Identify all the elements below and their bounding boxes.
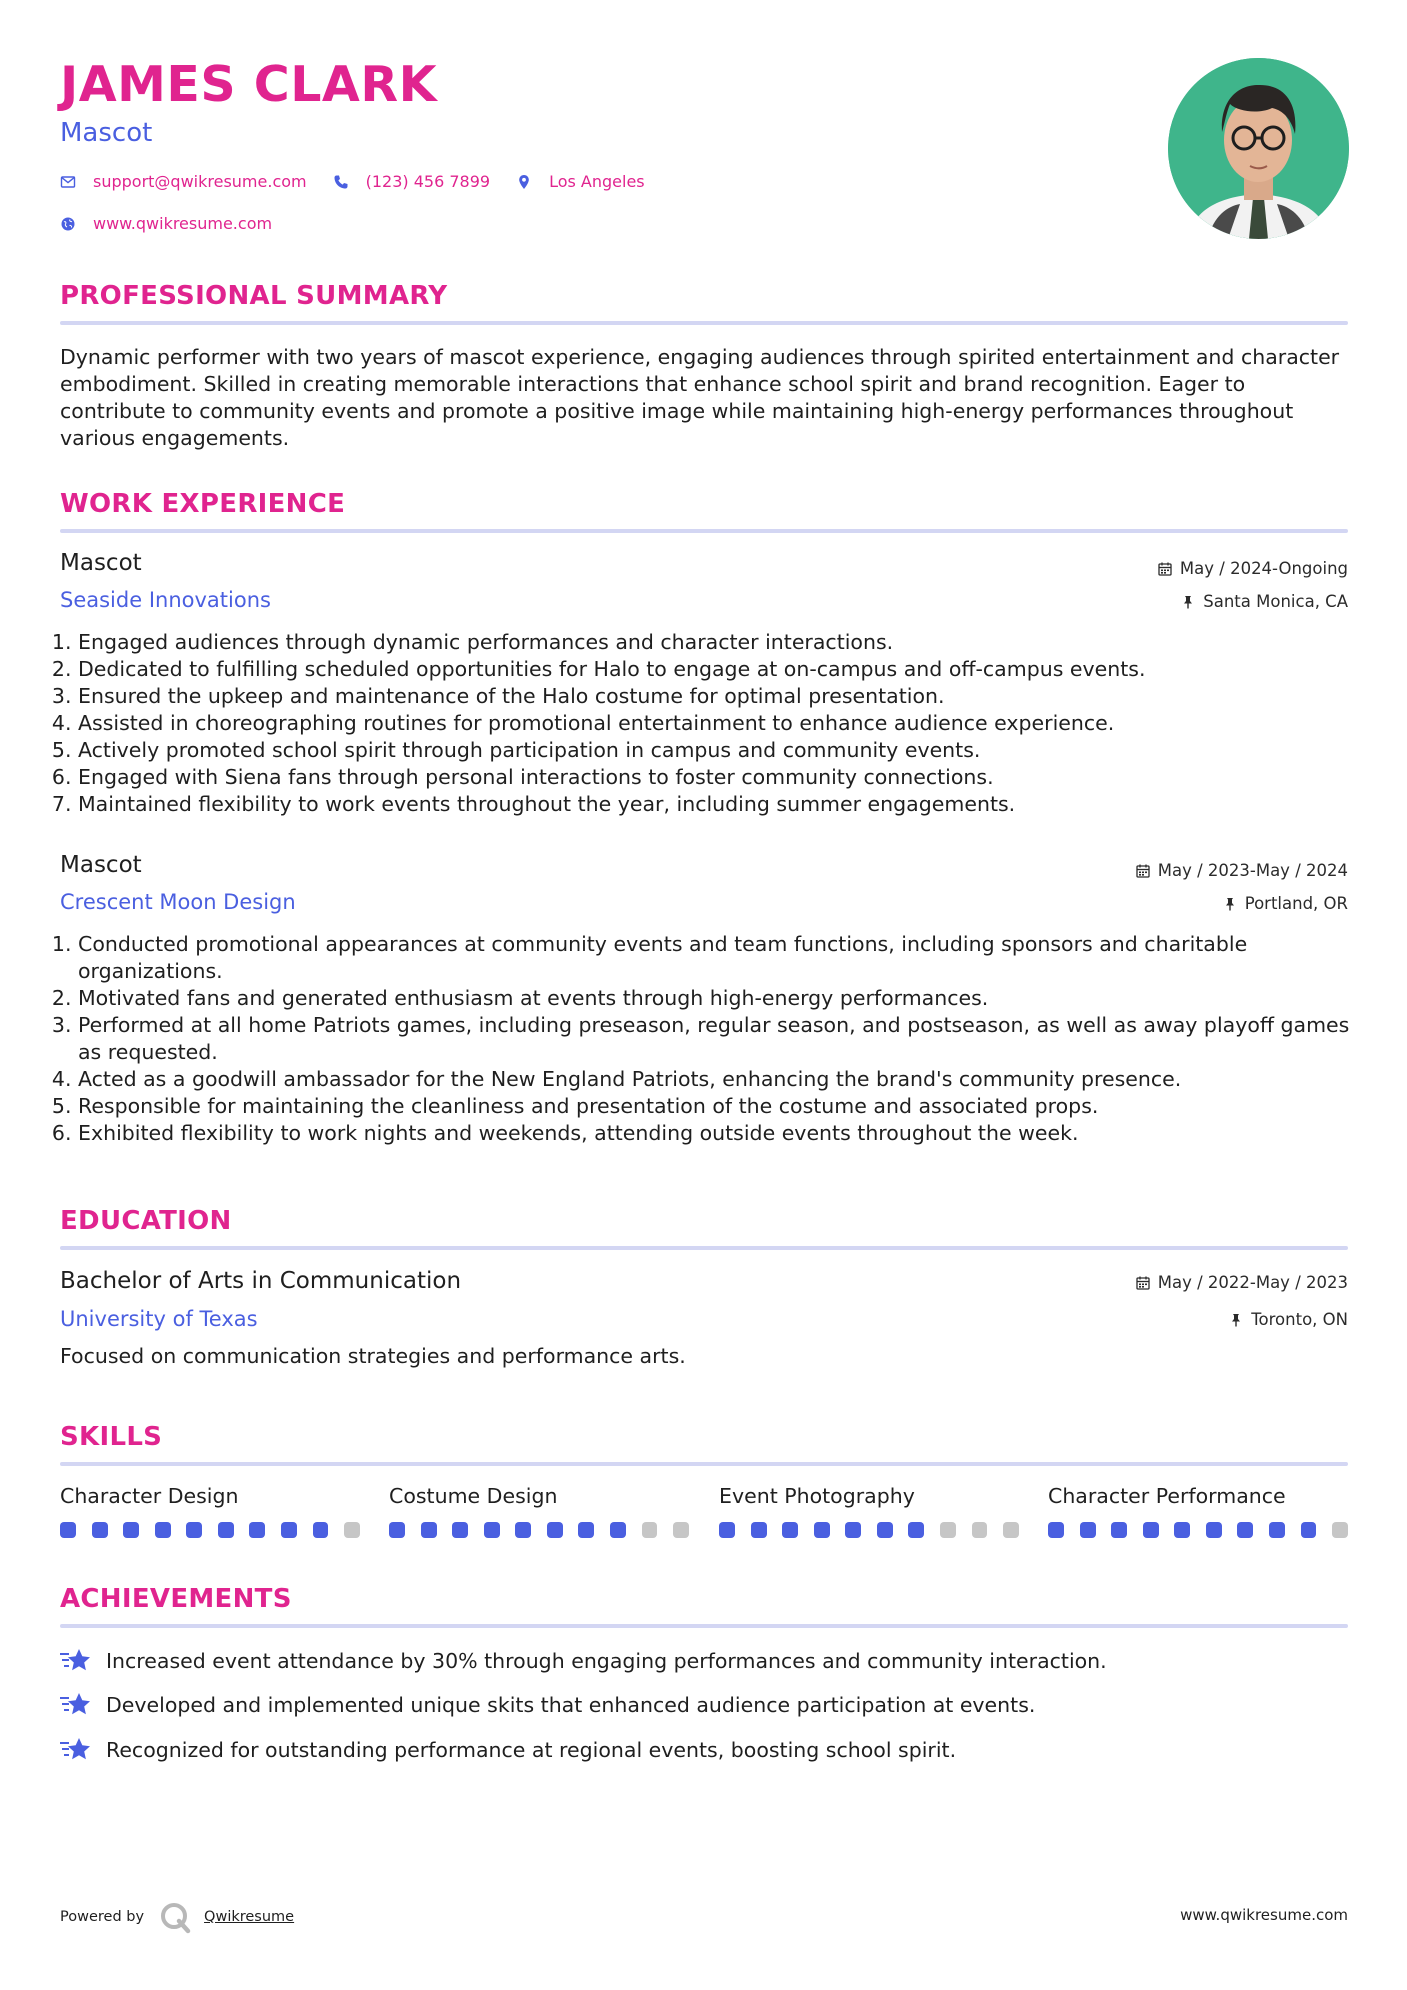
portrait-image xyxy=(1168,58,1349,239)
job-2-company: Crescent Moon Design xyxy=(60,890,296,914)
candidate-title: Mascot xyxy=(60,118,153,148)
skill-dot-filled xyxy=(155,1522,171,1538)
skill-dot-empty xyxy=(1003,1522,1019,1538)
job-1-company: Seaside Innovations xyxy=(60,588,271,612)
skill-dot-filled xyxy=(1048,1522,1064,1538)
skill-dot-filled xyxy=(60,1522,76,1538)
skill-dot-filled xyxy=(281,1522,297,1538)
contact-website-text[interactable]: www.qwikresume.com xyxy=(93,214,273,233)
skill-dot-filled xyxy=(610,1522,626,1538)
skill-character-design xyxy=(60,1484,360,1538)
job-1-dates-text: May / 2024-Ongoing xyxy=(1179,559,1348,578)
achievements-divider xyxy=(60,1624,1348,1628)
shooting-star-icon xyxy=(60,1647,92,1675)
contact-row-secondary xyxy=(60,214,298,233)
job-2-title: Mascot xyxy=(60,852,142,878)
skill-name: Costume Design xyxy=(389,1484,558,1508)
shooting-star-icon xyxy=(60,1736,92,1764)
map-pin-icon xyxy=(516,174,532,190)
skill-dot-filled xyxy=(1269,1522,1285,1538)
skill-dot-filled xyxy=(751,1522,767,1538)
contact-phone-text[interactable]: (123) 456 7899 xyxy=(365,172,491,191)
education-description: Focused on communication strategies and performance arts. xyxy=(60,1344,686,1368)
job-1-location xyxy=(1181,592,1348,611)
footer-url[interactable]: www.qwikresume.com xyxy=(1180,1906,1348,1924)
education-dates xyxy=(1136,1273,1348,1292)
list-item: 7. Maintained flexibility to work events throughout the year, including summer engagements. xyxy=(78,791,1368,818)
list-item: 5. Responsible for maintaining the cleanliness and presentation of the costume and associated props. xyxy=(78,1093,1368,1120)
skill-dot-filled xyxy=(452,1522,468,1538)
job-2-duties xyxy=(60,931,1368,1147)
list-item: 2. Dedicated to fulfilling scheduled opportunities for Halo to engage at on-campus and off-campus events. xyxy=(78,656,1368,683)
qwikresume-logo-icon xyxy=(158,1900,192,1934)
achievement-text: Developed and implemented unique skits that enhanced audience participation at events. xyxy=(106,1693,1036,1717)
summary-text: Dynamic performer with two years of mascot experience, engaging audiences through spirited entertainment and character embodiment. Skilled in creating memorable interactions that enhance school spirit and brand recognition. Eager to contribute to community events and promote a positive image while maintaining high-energy performances throughout various engagements. xyxy=(60,345,1340,450)
skill-dot-filled xyxy=(1237,1522,1253,1538)
pushpin-icon xyxy=(1181,595,1195,609)
achievement-text: Increased event attendance by 30% through engaging performances and community interaction. xyxy=(106,1649,1107,1673)
skills-heading: SKILLS xyxy=(60,1422,163,1452)
job-1-location-text: Santa Monica, CA xyxy=(1203,592,1348,611)
skill-dot-filled xyxy=(719,1522,735,1538)
job-2-location xyxy=(1223,894,1348,913)
job-1-duties xyxy=(60,629,1368,818)
skill-dot-filled xyxy=(1174,1522,1190,1538)
job-1-dates xyxy=(1158,559,1348,578)
skill-dot-empty xyxy=(940,1522,956,1538)
list-item: 4. Assisted in choreographing routines for promotional entertainment to enhance audience experience. xyxy=(78,710,1368,737)
skill-dot-filled xyxy=(1111,1522,1127,1538)
achievement-item xyxy=(60,1647,1107,1675)
achievement-item xyxy=(60,1691,1035,1719)
education-divider xyxy=(60,1246,1348,1250)
list-item: 4. Acted as a goodwill ambassador for the New England Patriots, enhancing the brand's community presence. xyxy=(78,1066,1368,1093)
contact-website[interactable] xyxy=(60,214,272,233)
skill-event-photography xyxy=(719,1484,1019,1538)
skill-dot-filled xyxy=(186,1522,202,1538)
brand-link[interactable]: Qwikresume xyxy=(204,1909,295,1925)
list-item: 3. Performed at all home Patriots games, including preseason, regular season, and postseason, as well as away playoff games as requested. xyxy=(78,1012,1368,1066)
education-location xyxy=(1229,1310,1348,1329)
skill-dot-filled xyxy=(877,1522,893,1538)
skill-dot-filled xyxy=(908,1522,924,1538)
contact-location xyxy=(516,172,645,191)
globe-icon xyxy=(60,216,76,232)
skill-dot-filled xyxy=(515,1522,531,1538)
achievement-text: Recognized for outstanding performance at regional events, boosting school spirit. xyxy=(106,1738,957,1762)
list-item: 1. Engaged audiences through dynamic performances and character interactions. xyxy=(78,629,1368,656)
calendar-icon xyxy=(1136,864,1150,878)
skill-dot-filled xyxy=(389,1522,405,1538)
envelope-icon xyxy=(60,174,76,190)
education-school: University of Texas xyxy=(60,1307,258,1331)
list-item: 6. Exhibited flexibility to work nights and weekends, attending outside events throughout the week. xyxy=(78,1120,1368,1147)
skill-dot-filled xyxy=(1143,1522,1159,1538)
contact-phone[interactable] xyxy=(333,172,490,191)
skill-dot-filled xyxy=(782,1522,798,1538)
footer-powered-by xyxy=(60,1900,294,1934)
skill-dot-filled xyxy=(249,1522,265,1538)
skill-rating xyxy=(719,1522,1019,1538)
phone-icon xyxy=(333,174,349,190)
list-item: 2. Motivated fans and generated enthusiasm at events through high-energy performances. xyxy=(78,985,1368,1012)
pushpin-icon xyxy=(1223,897,1237,911)
list-item: 6. Engaged with Siena fans through personal interactions to foster community connections. xyxy=(78,764,1368,791)
skill-dot-filled xyxy=(814,1522,830,1538)
achievements-heading: ACHIEVEMENTS xyxy=(60,1584,292,1614)
job-1-title: Mascot xyxy=(60,550,142,576)
skill-dot-filled xyxy=(484,1522,500,1538)
candidate-name: JAMES CLARK xyxy=(60,56,438,113)
education-degree: Bachelor of Arts in Communication xyxy=(60,1268,462,1294)
skill-dot-filled xyxy=(92,1522,108,1538)
skill-rating xyxy=(1048,1522,1348,1538)
skill-dot-empty xyxy=(673,1522,689,1538)
skills-divider xyxy=(60,1462,1348,1466)
shooting-star-icon xyxy=(60,1691,92,1719)
education-location-text: Toronto, ON xyxy=(1251,1310,1348,1329)
contact-location-text: Los Angeles xyxy=(549,172,645,191)
skill-dot-filled xyxy=(313,1522,329,1538)
skill-dot-filled xyxy=(1301,1522,1317,1538)
skill-name: Character Performance xyxy=(1048,1484,1286,1508)
skill-dot-filled xyxy=(547,1522,563,1538)
skill-rating xyxy=(60,1522,360,1538)
pushpin-icon xyxy=(1229,1313,1243,1327)
summary-heading: PROFESSIONAL SUMMARY xyxy=(60,281,448,311)
summary-divider xyxy=(60,321,1348,325)
skill-rating xyxy=(389,1522,689,1538)
skill-dot-filled xyxy=(218,1522,234,1538)
skill-dot-filled xyxy=(845,1522,861,1538)
contact-email-text[interactable]: support@qwikresume.com xyxy=(93,172,307,191)
contact-row-primary xyxy=(60,172,671,191)
experience-heading: WORK EXPERIENCE xyxy=(60,489,346,519)
skill-dot-empty xyxy=(642,1522,658,1538)
job-2-dates-text: May / 2023-May / 2024 xyxy=(1157,861,1348,880)
skill-name: Event Photography xyxy=(719,1484,915,1508)
list-item: 3. Ensured the upkeep and maintenance of the Halo costume for optimal presentation. xyxy=(78,683,1368,710)
education-heading: EDUCATION xyxy=(60,1206,232,1236)
skill-name: Character Design xyxy=(60,1484,239,1508)
list-item: 1. Conducted promotional appearances at community events and team functions, including sponsors and charitable organizations. xyxy=(78,931,1368,985)
contact-email[interactable] xyxy=(60,172,307,191)
skill-dot-filled xyxy=(578,1522,594,1538)
skill-dot-filled xyxy=(123,1522,139,1538)
calendar-icon xyxy=(1136,1276,1150,1290)
skill-dot-filled xyxy=(1080,1522,1096,1538)
experience-divider xyxy=(60,529,1348,533)
job-2-dates xyxy=(1136,861,1348,880)
education-dates-text: May / 2022-May / 2023 xyxy=(1157,1273,1348,1292)
profile-photo xyxy=(1168,58,1349,239)
skill-dot-filled xyxy=(1206,1522,1222,1538)
job-2-location-text: Portland, OR xyxy=(1244,894,1348,913)
achievement-item xyxy=(60,1736,956,1764)
skill-dot-empty xyxy=(1332,1522,1348,1538)
skill-character-performance xyxy=(1048,1484,1348,1538)
skill-dot-empty xyxy=(344,1522,360,1538)
skill-dot-filled xyxy=(421,1522,437,1538)
list-item: 5. Actively promoted school spirit through participation in campus and community events. xyxy=(78,737,1368,764)
skill-dot-empty xyxy=(972,1522,988,1538)
skill-costume-design xyxy=(389,1484,689,1538)
calendar-icon xyxy=(1158,562,1172,576)
powered-by-label: Powered by xyxy=(60,1909,145,1925)
